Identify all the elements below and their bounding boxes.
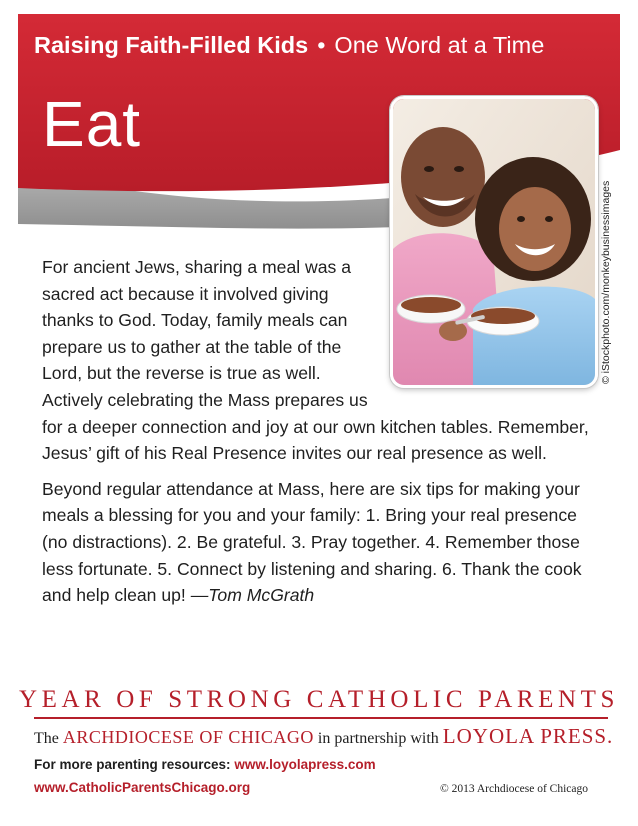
- word-title: Eat: [42, 88, 142, 160]
- partner-mid-text: in partnership with: [317, 730, 439, 747]
- loyola-press-logo: LOYOLA PRESS.: [442, 724, 614, 748]
- year-of-strong-catholic-parents-title: YEAR OF STRONG CATHOLIC PARENTS: [18, 686, 620, 713]
- archdiocese-name: ARCHDIOCESE OF CHICAGO: [62, 727, 314, 747]
- photo-credit: © iStockphoto.com/monkeybusinessimages: [600, 180, 612, 384]
- copyright-notice: © 2013 Archdiocese of Chicago: [440, 783, 588, 795]
- partnership-line: [34, 724, 614, 749]
- series-subtitle: One Word at a Time: [334, 32, 545, 58]
- paragraph-2-text: Beyond regular attendance at Mass, here are six tips for making your meals a blessing for you and your family: 1. Bring your real presence (no distractions). 2. Be grateful. 3. Pray together. 4. Remember those less fortunate. 5. Connect by listening and sharing. 6. Thank the cook and help clean up!: [42, 478, 582, 606]
- series-separator: •: [317, 32, 326, 58]
- article-body: [42, 254, 602, 618]
- paragraph-1: For ancient Jews, sharing a meal was a sacred act because it involved giving thanks to God. Today, family meals can prepare us to gather at the table of the Lord, but the reverse is true as well. Actively celebrating the Mass prepares us for a deeper connection and joy at our own kitchen tables. Remember, Jesus’ gift of his Real Presence invites our real presence as well.: [42, 257, 589, 464]
- paragraph-2: [42, 476, 602, 609]
- resources-label: For more parenting resources:: [34, 757, 231, 772]
- divider: [34, 717, 608, 719]
- series-name: Raising Faith-Filled Kids: [34, 32, 309, 58]
- series-title: [34, 32, 614, 59]
- loyolapress-link[interactable]: www.loyolapress.com: [234, 757, 376, 772]
- author-signature: —Tom McGrath: [190, 585, 315, 606]
- partner-the: The: [34, 730, 59, 747]
- resources-line: [34, 757, 376, 772]
- catholicparentschicago-link[interactable]: www.CatholicParentsChicago.org: [34, 780, 251, 795]
- photo-wrap-spacer: [370, 254, 602, 390]
